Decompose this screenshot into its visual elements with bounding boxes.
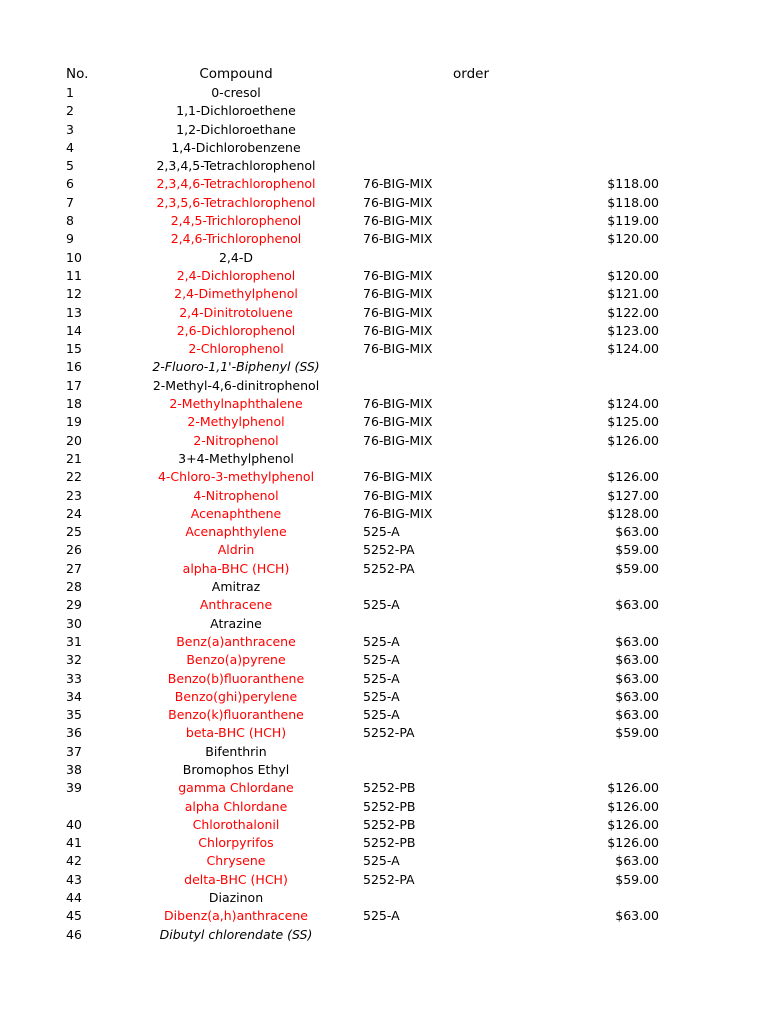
compound-name: Benzo(k)fluoranthene (168, 707, 304, 723)
table-row (0, 340, 768, 358)
compound-name: 2,4-D (218, 249, 253, 265)
compound-name: Diazinon (208, 890, 264, 906)
order-code: 76-BIG-MIX (363, 487, 433, 503)
price: $126.00 (607, 835, 659, 851)
row-number: 14 (66, 322, 82, 338)
compound-name: 0-cresol (211, 85, 261, 100)
price: $126.00 (607, 432, 659, 448)
order-code: 76-BIG-MIX (363, 286, 433, 302)
order-code: 525-A (363, 670, 400, 686)
table-row (0, 377, 768, 395)
compound-name: 2,3,4,6-Tetrachlorophenol (156, 176, 316, 192)
row-number: 1 (66, 85, 74, 100)
price: $63.00 (615, 597, 659, 613)
table-row (0, 798, 768, 816)
price: $63.00 (615, 633, 659, 649)
price: $59.00 (615, 542, 659, 558)
price: $118.00 (607, 194, 659, 210)
table-row (0, 84, 768, 102)
row-number: 27 (66, 560, 82, 576)
table-row (0, 907, 768, 925)
order-code: 76-BIG-MIX (363, 432, 433, 448)
compound-name: gamma Chlordane (178, 780, 294, 796)
table-row (0, 468, 768, 486)
price: $59.00 (615, 725, 659, 741)
order-code: 5252-PA (363, 871, 415, 887)
price: $118.00 (607, 176, 659, 192)
row-number: 22 (66, 469, 82, 485)
row-number: 26 (66, 542, 82, 558)
table-row (0, 871, 768, 889)
order-code: 76-BIG-MIX (363, 213, 433, 229)
compound-name: alpha Chlordane (184, 798, 288, 814)
row-number: 46 (66, 926, 82, 942)
compound-name: 2-Methylnaphthalene (169, 396, 303, 412)
table-row (0, 267, 768, 285)
order-code: 76-BIG-MIX (363, 304, 433, 320)
compound-rows (0, 84, 768, 944)
order-code: 525-A (363, 597, 400, 613)
price: $119.00 (607, 213, 659, 229)
compound-name: 1,1-Dichloroethene (176, 103, 296, 119)
price: $63.00 (615, 853, 659, 869)
order-code: 76-BIG-MIX (363, 194, 433, 210)
row-number: 8 (66, 213, 74, 229)
order-code: 76-BIG-MIX (363, 469, 433, 485)
table-row (0, 358, 768, 376)
row-number: 44 (66, 890, 82, 906)
compound-name: 1,2-Dichloroethane (176, 121, 296, 137)
price: $120.00 (607, 231, 659, 247)
compound-name: Acenaphthylene (185, 524, 287, 540)
row-number: 6 (66, 176, 74, 192)
order-code: 5252-PA (363, 560, 415, 576)
table-row (0, 688, 768, 706)
row-number: 15 (66, 341, 82, 357)
price: $124.00 (607, 341, 659, 357)
row-number: 21 (66, 450, 82, 466)
row-number: 23 (66, 487, 82, 503)
row-number: 31 (66, 633, 82, 649)
header-row (0, 64, 768, 84)
order-code: 76-BIG-MIX (363, 396, 433, 412)
price: $126.00 (607, 816, 659, 832)
row-number: 5 (66, 158, 74, 174)
compound-name: Acenaphthene (190, 505, 282, 521)
price: $123.00 (607, 322, 659, 338)
order-code: 5252-PA (363, 542, 415, 558)
table-row (0, 596, 768, 614)
price: $63.00 (615, 707, 659, 723)
table-row (0, 304, 768, 322)
row-number: 35 (66, 707, 82, 723)
price: $63.00 (615, 908, 659, 924)
price: $122.00 (607, 304, 659, 320)
price: $59.00 (615, 871, 659, 887)
row-number: 38 (66, 761, 82, 777)
compound-name: 1,4-Dichlorobenzene (171, 139, 301, 155)
table-row (0, 175, 768, 193)
price: $63.00 (615, 688, 659, 704)
compound-name: Dibutyl chlorendate (SS) (159, 926, 313, 942)
order-code: 76-BIG-MIX (363, 322, 433, 338)
order-code: 525-A (363, 707, 400, 723)
table-row (0, 578, 768, 596)
table-row (0, 743, 768, 761)
row-number: 12 (66, 286, 82, 302)
row-number: 16 (66, 359, 82, 375)
compound-name: Benzo(b)fluoranthene (167, 670, 305, 686)
row-number: 45 (66, 908, 82, 924)
compound-name: delta-BHC (HCH) (184, 871, 288, 887)
price: $59.00 (615, 560, 659, 576)
price: $126.00 (607, 469, 659, 485)
row-number: 37 (66, 743, 82, 759)
table-row (0, 212, 768, 230)
table-row (0, 395, 768, 413)
table-row (0, 432, 768, 450)
compound-name: Chlorpyrifos (198, 835, 274, 851)
order-code: 5252-PB (363, 816, 416, 832)
row-number: 17 (66, 377, 82, 393)
row-number: 40 (66, 816, 82, 832)
table-row (0, 102, 768, 120)
compound-sheet (0, 64, 768, 944)
row-number: 32 (66, 652, 82, 668)
table-row (0, 541, 768, 559)
price: $63.00 (615, 524, 659, 540)
row-number: 3 (66, 121, 74, 137)
compound-name: 4-Nitrophenol (193, 487, 279, 503)
table-row (0, 834, 768, 852)
row-number: 9 (66, 231, 74, 247)
order-code: 76-BIG-MIX (363, 176, 433, 192)
price: $125.00 (607, 414, 659, 430)
order-code: 525-A (363, 853, 400, 869)
row-number: 2 (66, 103, 74, 119)
compound-name: Amitraz (211, 579, 261, 595)
row-number: 20 (66, 432, 82, 448)
compound-name: 2,4-Dinitrotoluene (179, 304, 293, 320)
table-row (0, 413, 768, 431)
order-code: 76-BIG-MIX (363, 414, 433, 430)
table-row (0, 889, 768, 907)
row-number: 33 (66, 670, 82, 686)
compound-name: 2-Fluoro-1,1'-Biphenyl (SS) (152, 359, 320, 375)
order-code: 76-BIG-MIX (363, 267, 433, 283)
row-number: 29 (66, 597, 82, 613)
row-number: 36 (66, 725, 82, 741)
table-row (0, 157, 768, 175)
price: $63.00 (615, 670, 659, 686)
table-row (0, 249, 768, 267)
header-no: No. (66, 66, 89, 82)
order-code: 5252-PA (363, 725, 415, 741)
table-row (0, 139, 768, 157)
order-code: 5252-PB (363, 798, 416, 814)
compound-name: 2,3,4,5-Tetrachlorophenol (156, 158, 316, 174)
table-row (0, 121, 768, 139)
order-code: 525-A (363, 652, 400, 668)
compound-name: 2-Chlorophenol (188, 341, 284, 357)
order-code: 525-A (363, 633, 400, 649)
row-number: 4 (66, 139, 74, 155)
order-code: 525-A (363, 524, 400, 540)
compound-name: 2,4-Dimethylphenol (174, 286, 298, 302)
row-number: 13 (66, 304, 82, 320)
table-row (0, 926, 768, 944)
header-order: order (453, 66, 489, 82)
table-row (0, 450, 768, 468)
order-code: 525-A (363, 908, 400, 924)
price: $126.00 (607, 780, 659, 796)
compound-name: Benzo(a)pyrene (186, 652, 286, 668)
price: $126.00 (607, 798, 659, 814)
compound-name: 2-Nitrophenol (193, 432, 279, 448)
price: $121.00 (607, 286, 659, 302)
order-code: 76-BIG-MIX (363, 341, 433, 357)
compound-name: 2-Methylphenol (187, 414, 285, 430)
row-number: 10 (66, 249, 82, 265)
table-row (0, 816, 768, 834)
row-number: 24 (66, 505, 82, 521)
table-row (0, 724, 768, 742)
row-number: 11 (66, 267, 82, 283)
table-row (0, 230, 768, 248)
compound-name: 2,3,5,6-Tetrachlorophenol (156, 194, 316, 210)
row-number: 7 (66, 194, 74, 210)
compound-name: beta-BHC (HCH) (185, 725, 287, 741)
compound-name: 2,4,5-Trichlorophenol (170, 213, 302, 229)
compound-name: Dibenz(a,h)anthracene (164, 908, 308, 924)
table-row (0, 706, 768, 724)
compound-name: alpha-BHC (HCH) (182, 560, 290, 576)
price: $120.00 (607, 267, 659, 283)
table-row (0, 670, 768, 688)
row-number: 43 (66, 871, 82, 887)
price: $124.00 (607, 396, 659, 412)
compound-name: 3+4-Methylphenol (178, 450, 294, 466)
order-code: 76-BIG-MIX (363, 231, 433, 247)
row-number: 34 (66, 688, 82, 704)
table-row (0, 487, 768, 505)
row-number: 19 (66, 414, 82, 430)
row-number: 41 (66, 835, 82, 851)
order-code: 525-A (363, 688, 400, 704)
row-number: 42 (66, 853, 82, 869)
row-number: 39 (66, 780, 82, 796)
table-row (0, 322, 768, 340)
price: $128.00 (607, 505, 659, 521)
order-code: 5252-PB (363, 835, 416, 851)
row-number: 25 (66, 524, 82, 540)
row-number: 18 (66, 396, 82, 412)
table-row (0, 285, 768, 303)
table-row (0, 761, 768, 779)
compound-name: 2-Methyl-4,6-dinitrophenol (152, 377, 320, 393)
compound-name: Benz(a)anthracene (176, 633, 296, 649)
compound-name: Chrysene (206, 853, 266, 869)
row-number: 28 (66, 579, 82, 595)
order-code: 5252-PB (363, 780, 416, 796)
table-row (0, 852, 768, 870)
compound-name: Chlorothalonil (192, 816, 280, 832)
table-row (0, 523, 768, 541)
compound-name: 4-Chloro-3-methylphenol (157, 469, 315, 485)
compound-name: 2,4-Dichlorophenol (176, 267, 296, 283)
price: $127.00 (607, 487, 659, 503)
table-row (0, 633, 768, 651)
compound-name: 2,6-Dichlorophenol (176, 322, 296, 338)
price: $63.00 (615, 652, 659, 668)
table-row (0, 615, 768, 633)
compound-name: Benzo(ghi)perylene (174, 688, 298, 704)
compound-name: Aldrin (217, 542, 255, 558)
compound-name: Bromophos Ethyl (182, 761, 290, 777)
table-row (0, 779, 768, 797)
header-compound: Compound (199, 66, 273, 82)
compound-name: Anthracene (199, 597, 273, 613)
row-number: 30 (66, 615, 82, 631)
table-row (0, 560, 768, 578)
order-code: 76-BIG-MIX (363, 505, 433, 521)
compound-name: Atrazine (210, 615, 262, 631)
table-row (0, 651, 768, 669)
compound-name: Bifenthrin (205, 743, 267, 759)
compound-name: 2,4,6-Trichlorophenol (170, 231, 302, 247)
table-row (0, 194, 768, 212)
table-row (0, 505, 768, 523)
